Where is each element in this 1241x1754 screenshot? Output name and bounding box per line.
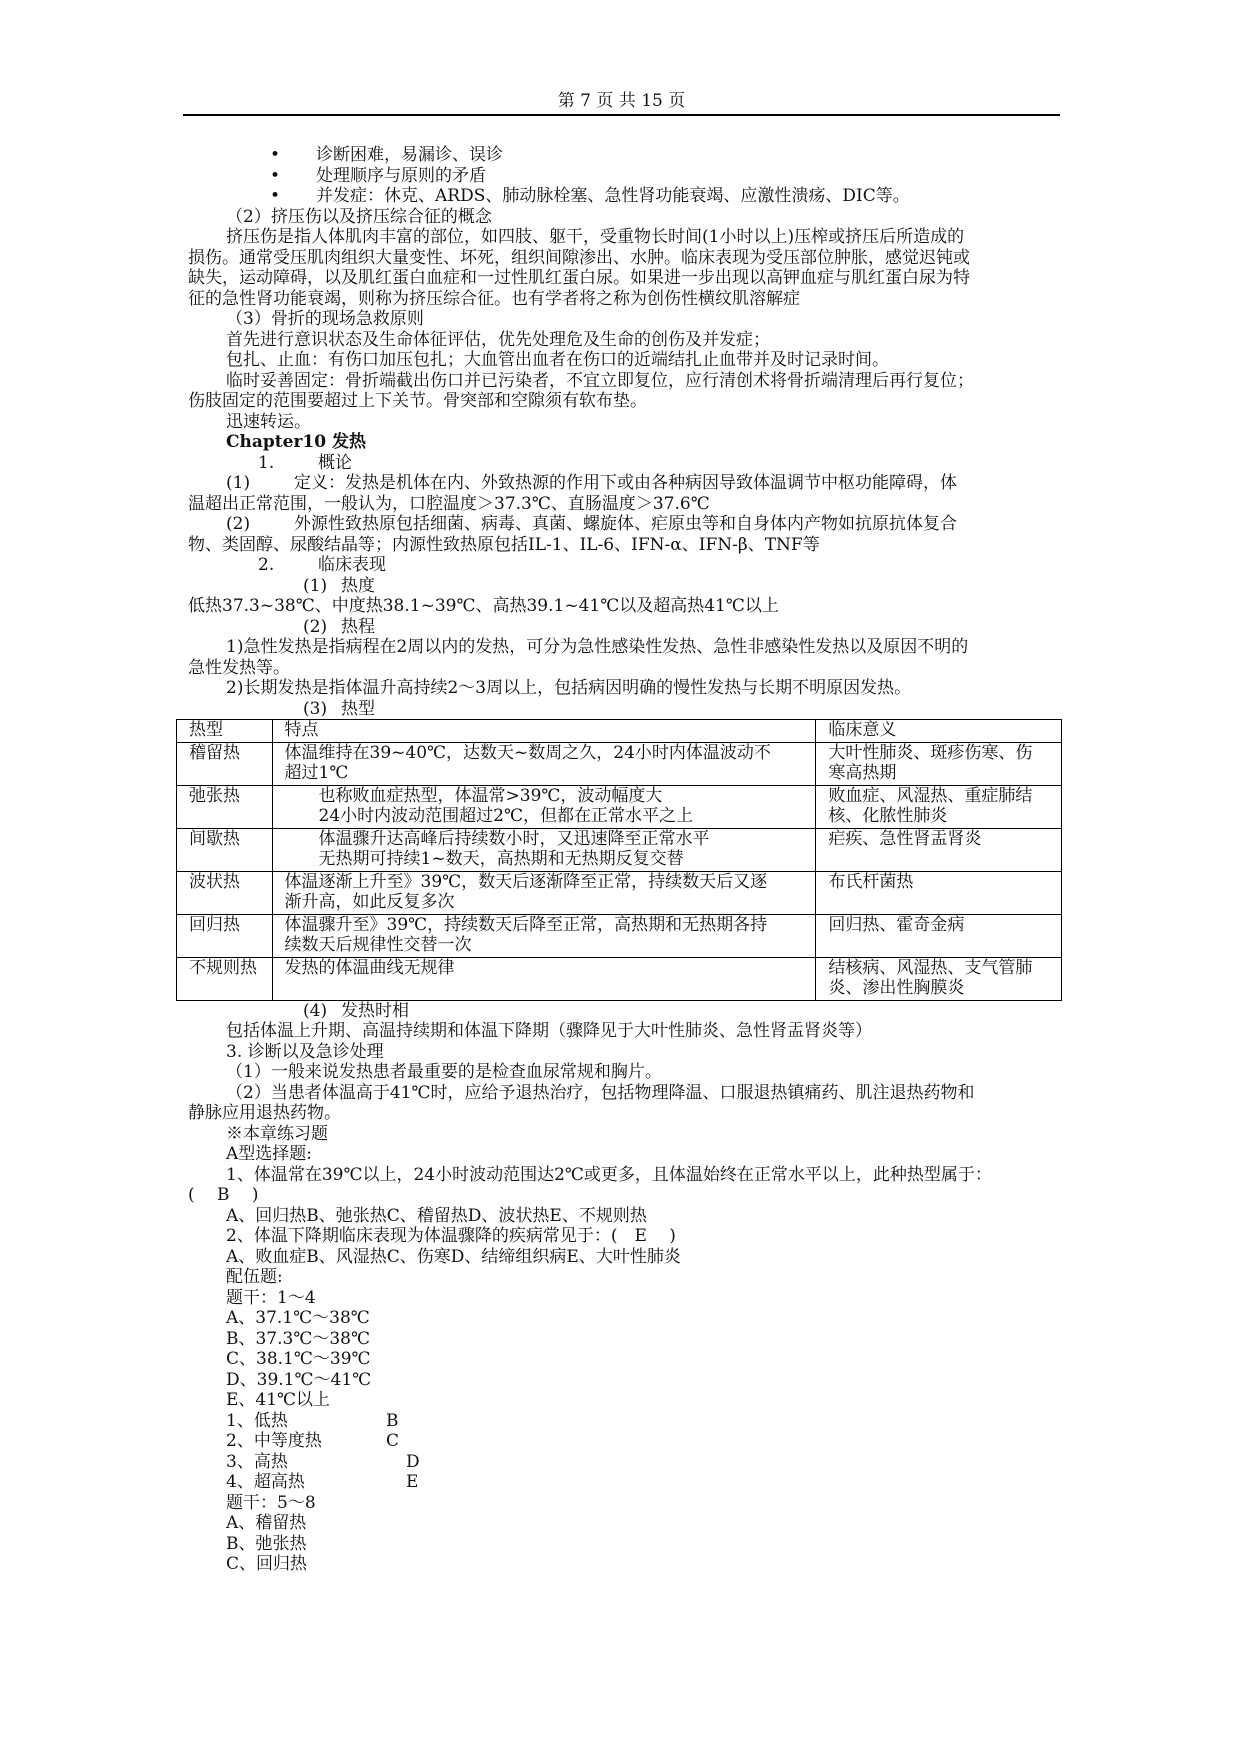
paragraph-line: 缺失，运动障碍，以及肌红蛋白血症和一过性肌红蛋白尿。如果进一步出现以高钾血症与肌红蛋白尿为特 [188,268,970,288]
paragraph-line: 急性发热等。 [188,657,290,678]
meaning-cell [816,828,1062,871]
fever-type-cell: 稽留热 [177,742,273,785]
paragraph-line: 包扎、止血：有伤口加压包扎；大血管出血者在伤口的近端结扎止血带并及时记录时间。 [226,350,889,370]
table-row [177,871,1062,914]
option-item: E、41℃以上 [226,1390,331,1410]
item-heading: (2) 热程 [303,616,375,637]
match-items-list [188,1411,1058,1493]
options-line: A、败血症B、风湿热C、伤寒D、结缔组织病E、大叶性肺炎 [226,1246,681,1267]
option-item: C、38.1℃～39℃ [226,1349,371,1369]
feature-line: 体温逐渐上升至》39℃，数天后逐渐降至正常，持续数天后又逐 [284,871,768,892]
bullet-item: • 诊断困难，易漏诊、误诊 [270,145,503,165]
bullet-dot-icon: • [270,145,281,165]
feature-line: 24小时内波动范围超过2℃，但都在正常水平之上 [318,806,693,826]
paragraph-line: 静脉应用退热药物。 [188,1103,341,1123]
question-stem: 题干：5～8 [226,1492,316,1513]
paragraph-line: 征的急性肾功能衰竭，则称为挤压综合征。也有学者将之称为创伤性横纹肌溶解症 [188,288,800,309]
table-header-cell: 热型 [177,720,273,743]
feature-line: 渐升高，如此反复多次 [284,892,455,912]
paragraph-line: 挤压伤是指人体肌肉丰富的部位，如四肢、躯干，受重物长时间(1小时以上)压榨或挤压后所造成的 [226,227,965,247]
match-item [188,1431,1058,1452]
feature-cell [272,914,816,957]
meaning-line: 炎、渗出性胸膜炎 [828,978,965,998]
feature-cell [272,828,816,871]
match-item [188,1472,1058,1493]
header-rule [183,114,1060,116]
options-line: A、回归热B、弛张热C、稽留热D、波状热E、不规则热 [226,1205,647,1226]
item-heading: (4) 发热时相 [303,1000,409,1021]
feature-cell [272,871,816,914]
item-heading: (1) 热度 [303,575,375,596]
bullet-dot-icon: • [270,165,281,186]
match-question: 2、中等度热 [226,1431,322,1451]
paragraph-line: 1)急性发热是指病程在2周以内的发热，可分为急性感染性发热、急性非感染性发热以及原因不明的 [226,637,969,657]
match-answer: C [386,1431,400,1451]
option-item: A、稽留热 [226,1513,307,1533]
table-row [177,785,1062,828]
paragraph-line: 损伤。通常受压肌肉组织大量变性、坏死，组织间隙渗出、水肿。临床表现为受压部位肿胀，感觉迟钝或 [188,247,970,268]
item-heading: (3) 热型 [303,698,375,719]
feature-line: 也称败血症热型，体温常>39℃，波动幅度大 [318,785,663,806]
table-header-row [177,720,1062,743]
feature-line: 超过1℃ [284,763,349,783]
paragraph-line: 迅速转运。 [226,411,311,432]
meaning-cell [816,914,1062,957]
feature-line: 续数天后规律性交替一次 [284,935,472,955]
option-item: B、37.3℃～38℃ [226,1328,371,1349]
question-line: 1、体温常在39℃以上，24小时波动范围达2℃或更多，且体温始终在正常水平以上，此种热型属于： [226,1164,992,1185]
meaning-cell [816,785,1062,828]
table-row [177,957,1062,1000]
section-heading: 3. 诊断以及急诊处理 [226,1041,384,1062]
paragraph-line: 伤肢固定的范围要超过上下关节。骨突部和空隙须有软布垫。 [188,391,647,411]
feature-line: 体温骤升至》39℃，持续数天后降至正常，高热期和无热期各持 [284,914,768,935]
feature-cell [272,957,816,1000]
feature-line: 无热期可持续1~数天，高热期和无热期反复交替 [318,849,684,869]
option-item: D、39.1℃～41℃ [226,1369,372,1390]
exercise-title: ※本章练习题 [226,1123,328,1144]
table-header-cell: 临床意义 [816,720,1062,743]
meaning-cell [816,957,1062,1000]
paragraph-line: （2）当患者体温高于41℃时，应给予退热治疗，包括物理降温、口服退热镇痛药、肌注退热药物和 [226,1082,975,1103]
table-header-cell: 特点 [272,720,816,743]
match-item [188,1411,1058,1432]
option-item: A、37.1℃～38℃ [226,1308,370,1328]
paragraph-line: 临时妥善固定：骨折端截出伤口并已污染者，不宜立即复位，应行清创术将骨折端清理后再行复位； [226,370,974,391]
meaning-line: 布氏杆菌热 [828,871,914,892]
feature-line: 发热的体温曲线无规律 [284,957,455,978]
match-question: 1、低热 [226,1410,288,1431]
options-list [188,1308,1058,1411]
paragraph-line: 2)长期发热是指体温升高持续2～3周以上，包括病因明确的慢性发热与长期不明原因发热。 [226,678,912,698]
page-content [188,145,1058,1575]
paragraph-line: 低热37.3~38℃、中度热38.1~39℃、高热39.1~41℃以及超高热41℃以上 [188,596,779,616]
match-answer: B [386,1410,399,1431]
question-line: 2、体温下降期临床表现为体温骤降的疾病常见于：( E ) [226,1226,676,1246]
bullet-item: • 处理顺序与原则的矛盾 [270,165,486,186]
meaning-line: 疟疾、急性肾盂肾炎 [828,828,982,849]
subsection-heading: 1. 概论 [258,452,352,473]
match-question: 3、高热 [226,1451,288,1472]
answer-line: ( B ) [188,1185,259,1205]
meaning-line: 核、化脓性肺炎 [828,806,948,826]
match-answer: E [406,1472,419,1492]
meaning-line: 大叶性肺炎、斑疹伤寒、伤 [828,742,1033,763]
meaning-cell [816,742,1062,785]
paragraph-line: 温超出正常范围，一般认为，口腔温度＞37.3℃、直肠温度＞37.6℃ [188,493,710,514]
table-row [177,914,1062,957]
paragraph-line: 包括体温上升期、高温持续期和体温下降期（骤降见于大叶性肺炎、急性肾盂肾炎等） [226,1021,872,1041]
fever-type-cell: 不规则热 [177,957,273,1000]
fever-type-cell: 弛张热 [177,785,273,828]
feature-cell [272,742,816,785]
option-item: C、回归热 [226,1554,308,1574]
fever-type-table [176,719,1062,1001]
exercise-type: A型选择题: [226,1144,313,1164]
feature-cell [272,785,816,828]
match-question: 4、超高热 [226,1472,305,1492]
fever-type-cell: 间歇热 [177,828,273,871]
match-answer: D [406,1451,420,1472]
table-row [177,828,1062,871]
meaning-line: 回归热、霍奇金病 [828,914,965,935]
fever-type-cell: 回归热 [177,914,273,957]
meaning-line: 败血症、风湿热、重症肺结 [828,785,1033,806]
meaning-cell [816,871,1062,914]
paragraph-line: (1) 定义：发热是机体在内、外致热源的作用下或由各种病因导致体温调节中枢功能障碍，体 [226,473,957,493]
bullet-item: • 并发症：休克、ARDS、肺动脉栓塞、急性肾功能衰竭、应激性溃疡、DIC等。 [270,186,910,206]
fever-type-cell: 波状热 [177,871,273,914]
meaning-line: 寒高热期 [828,763,897,783]
table-row [177,742,1062,785]
exercise-type: 配伍题: [226,1267,283,1287]
feature-line: 体温维持在39~40℃，达数天~数周之久，24小时内体温波动不 [284,742,771,763]
section-heading: （3）骨折的现场急救原则 [226,309,424,329]
feature-line: 体温骤升达高峰后持续数小时，又迅速降至正常水平 [318,828,710,849]
meaning-line: 结核病、风湿热、支气管肺 [828,957,1033,978]
option-item: B、弛张热 [226,1533,307,1554]
options-list [188,1513,1058,1575]
paragraph-line: （1）一般来说发热患者最重要的是检查血尿常规和胸片。 [226,1062,662,1082]
paragraph-line: 首先进行意识状态及生命体征评估，优先处理危及生命的创伤及并发症； [226,329,770,350]
bullet-dot-icon: • [270,186,281,206]
section-heading: （2）挤压伤以及挤压综合征的概念 [226,206,492,227]
paragraph-line: 物、类固醇、尿酸结晶等；内源性致热原包括IL-1、IL-6、IFN-α、IFN-β、TNF等 [188,534,820,555]
page-header: 第 7 页 共 15 页 [557,91,686,111]
match-item [188,1452,1058,1473]
paragraph-line: (2) 外源性致热原包括细菌、病毒、真菌、螺旋体、疟原虫等和自身体内产物如抗原抗体复合 [226,514,957,534]
subsection-heading: 2. 临床表现 [258,555,386,575]
question-stem: 题干：1～4 [226,1287,316,1308]
chapter-heading: Chapter10 发热 [226,432,366,452]
